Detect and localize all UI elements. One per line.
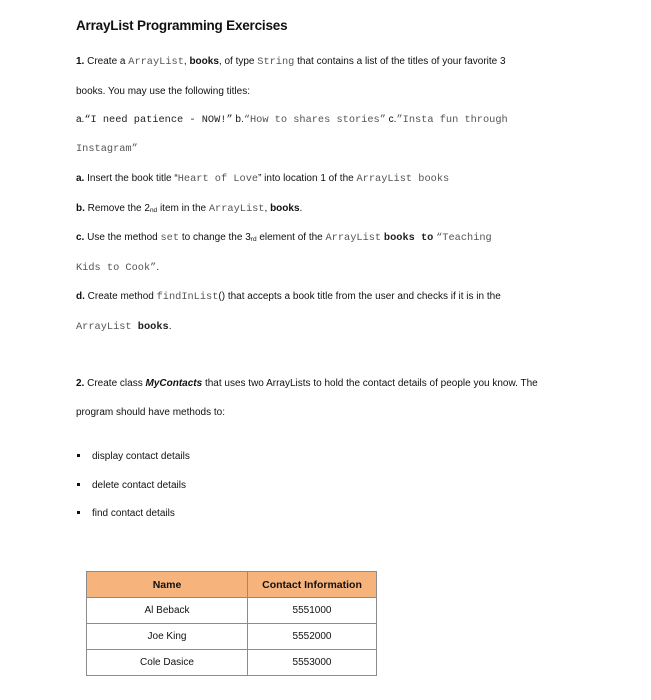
cell-contact: 5551000: [248, 598, 377, 624]
q1-part-c-cont: Kids to Cook”.: [76, 262, 160, 274]
code-string: String: [257, 56, 295, 68]
code-arraylist: ArrayList: [128, 56, 184, 68]
class-name-mycontacts: MyContacts: [145, 378, 203, 389]
title-a: “I need patience - NOW!”: [84, 114, 233, 126]
cell-name: Joe King: [87, 624, 248, 650]
title-b: “How to shares stories”: [243, 114, 386, 126]
cell-contact: 5552000: [248, 624, 377, 650]
table-row: [87, 650, 377, 676]
bullet-icon: [77, 511, 80, 514]
header-contact-information: Contact Information: [248, 572, 377, 598]
header-name: Name: [87, 572, 248, 598]
q1-line-2: books. You may use the following titles:: [76, 86, 250, 97]
cell-contact: 5553000: [248, 650, 377, 676]
code-set: set: [160, 232, 180, 244]
code-heart-of-love: Heart of Love: [177, 173, 259, 185]
list-item: delete contact details: [76, 480, 186, 491]
bullet-icon: [77, 483, 80, 486]
q2-line-2: program should have methods to:: [76, 407, 225, 418]
title-c: ”Insta fun through: [396, 114, 508, 126]
table-row: [87, 598, 377, 624]
table-header-row: [87, 572, 377, 598]
q2-number: 2.: [76, 378, 85, 389]
page-title: ArrayList Programming Exercises: [76, 18, 288, 33]
q1-number: 1.: [76, 56, 85, 67]
code-arraylist-books: ArrayList books: [356, 173, 450, 185]
q1-line-1: 1. Create a ArrayList, books, of type String that contains a list of the titles of your favorite 3: [76, 56, 506, 68]
bullet-icon: [77, 454, 80, 457]
list-item: find contact details: [76, 508, 175, 519]
code-findinlist: findInList: [156, 291, 219, 303]
list-item: display contact details: [76, 451, 190, 462]
q1-part-d: d. Create method findInList() that accepts a book title from the user and checks if it is in the: [76, 291, 501, 303]
q1-part-b: b. Remove the 2nd item in the ArrayList, books.: [76, 203, 303, 215]
q1-titles-line: a.“I need patience - NOW!” b.“How to shares stories” c.”Insta fun through: [76, 114, 508, 126]
q1-part-c: c. Use the method set to change the 3rd element of the ArrayList books to “Teaching: [76, 232, 492, 244]
q1-part-d-cont: ArrayList books.: [76, 321, 172, 333]
q1-part-a: a. Insert the book title “Heart of Love” into location 1 of the ArrayList books: [76, 173, 450, 185]
q1-titles-cont: Instagram”: [76, 143, 138, 155]
q2-line-1: 2. Create class MyContacts that uses two ArrayLists to hold the contact details of people you know. The: [76, 378, 538, 389]
table-row: [87, 624, 377, 650]
contacts-table: [86, 571, 377, 676]
cell-name: Cole Dasice: [87, 650, 248, 676]
cell-name: Al Beback: [87, 598, 248, 624]
bold-books: books: [189, 56, 219, 67]
